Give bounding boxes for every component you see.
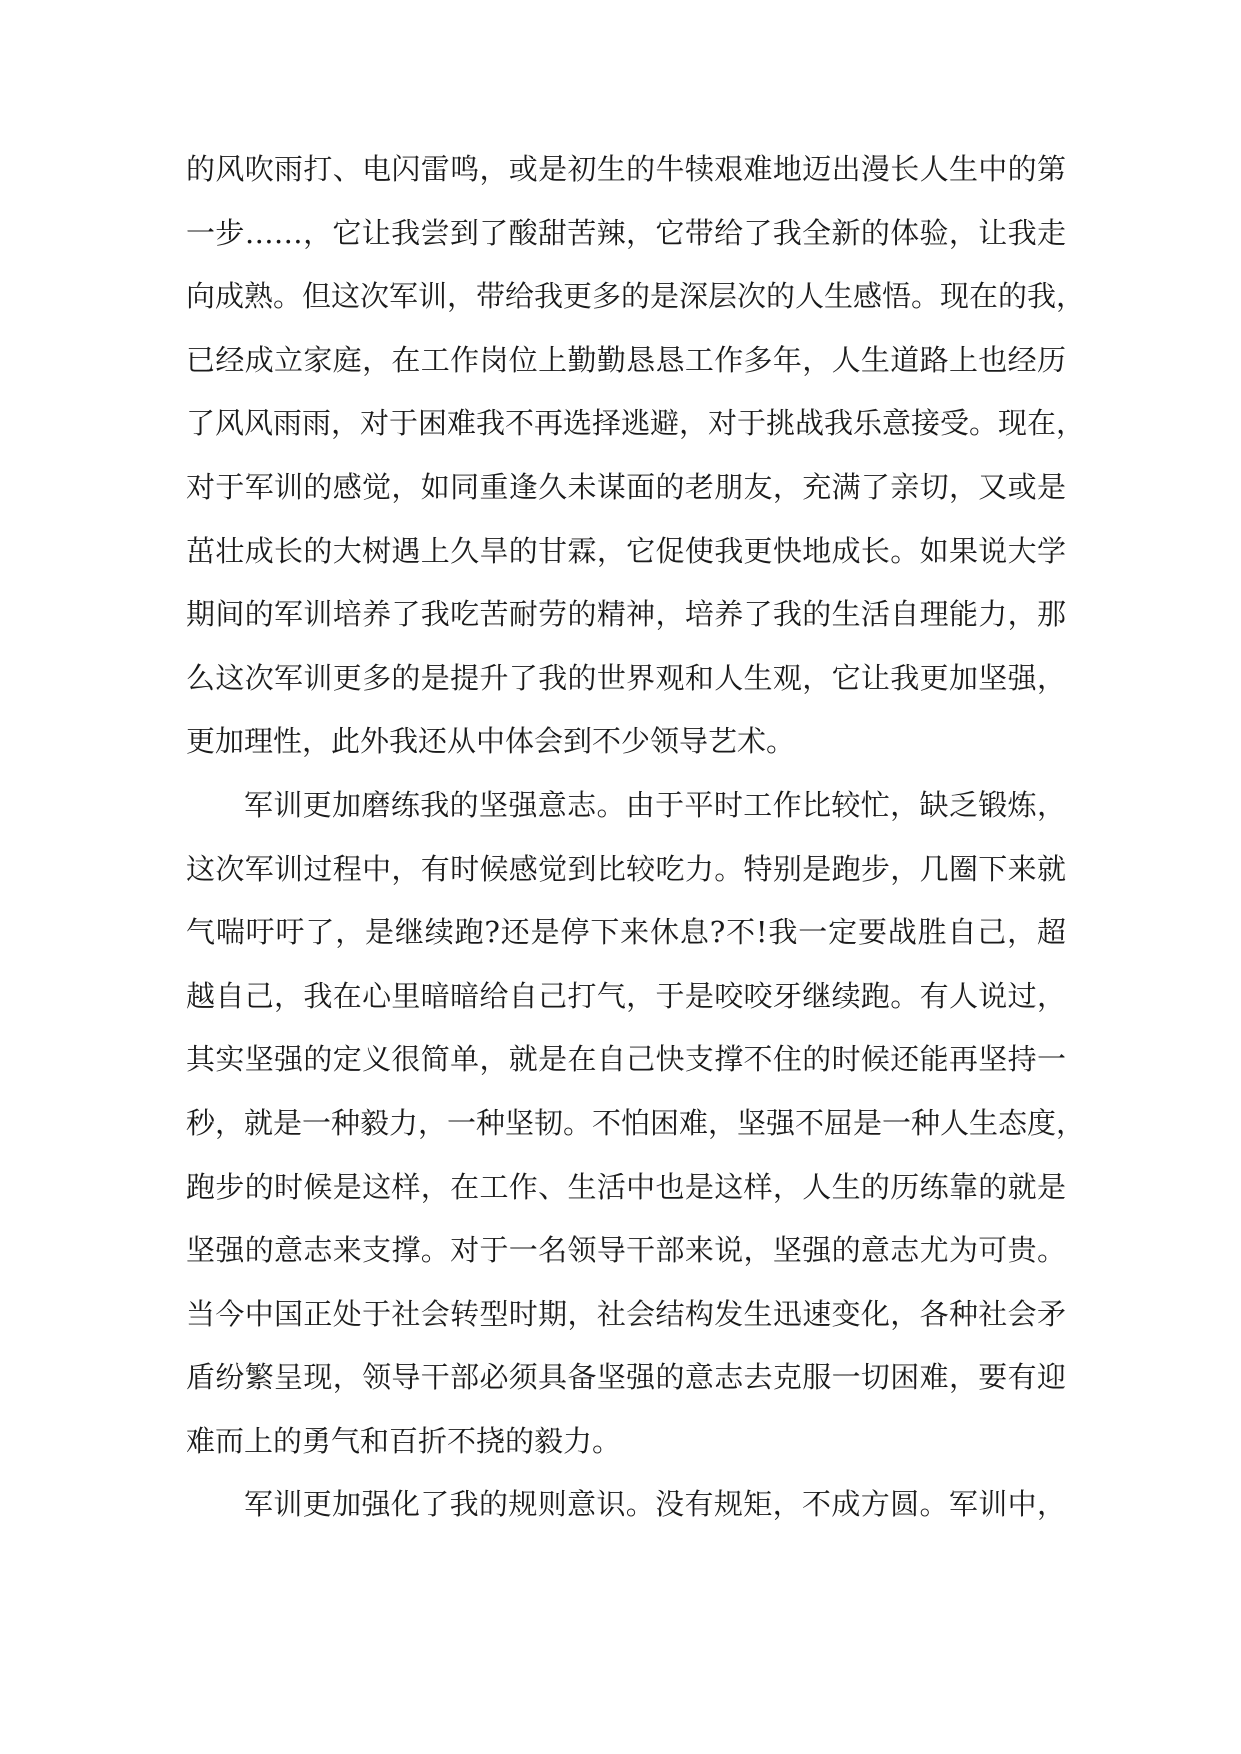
text-line: 跑步的时候是这样，在工作、生活中也是这样，人生的历练靠的就是 (186, 1169, 1066, 1204)
text-line: 气喘吁吁了，是继续跑?还是停下来休息?不!我一定要战胜自己，超 (186, 915, 1066, 950)
text-line: 已经成立家庭，在工作岗位上勤勤恳恳工作多年，人生道路上也经历 (186, 342, 1066, 377)
text-line: 对于军训的感觉，如同重逢久未谋面的老朋友，充满了亲切，又或是 (186, 469, 1066, 504)
paragraph-first-line: 军训更加磨练我的坚强意志。由于平时工作比较忙，缺乏锻炼， (244, 787, 1066, 822)
paragraph-end-line: 难而上的勇气和百折不挠的毅力。 (186, 1423, 622, 1458)
text-line: 越自己，我在心里暗暗给自己打气，于是咬咬牙继续跑。有人说过， (186, 978, 1066, 1013)
text-line: 当今中国正处于社会转型时期，社会结构发生迅速变化，各种社会矛 (186, 1296, 1066, 1331)
text-line: 向成熟。但这次军训，带给我更多的是深层次的人生感悟。现在的我， (186, 279, 1086, 314)
text-line: 期间的军训培养了我吃苦耐劳的精神，培养了我的生活自理能力，那 (186, 597, 1066, 632)
text-line: 茁壮成长的大树遇上久旱的甘霖，它促使我更快地成长。如果说大学 (186, 533, 1066, 568)
text-line: 秒，就是一种毅力，一种坚韧。不怕困难，坚强不屈是一种人生态度， (186, 1105, 1086, 1140)
document-body (186, 152, 1086, 1551)
text-line: 这次军训过程中，有时候感觉到比较吃力。特别是跑步，几圈下来就 (186, 851, 1066, 886)
text-line: 坚强的意志来支撑。对于一名领导干部来说，坚强的意志尤为可贵。 (186, 1233, 1066, 1268)
text-line: 其实坚强的定义很简单，就是在自己快支撑不住的时候还能再坚持一 (186, 1042, 1066, 1077)
paragraph-first-line: 军训更加强化了我的规则意识。没有规矩，不成方圆。军训中， (244, 1487, 1066, 1522)
text-line: 了风风雨雨，对于困难我不再选择逃避，对于挑战我乐意接受。现在， (186, 406, 1086, 441)
text-line: 盾纷繁呈现，领导干部必须具备坚强的意志去克服一切困难，要有迎 (186, 1360, 1066, 1395)
text-line: 一步……，它让我尝到了酸甜苦辣，它带给了我全新的体验，让我走 (186, 215, 1066, 250)
paragraph-end-line: 更加理性，此外我还从中体会到不少领导艺术。 (186, 724, 796, 759)
text-line: 的风吹雨打、电闪雷鸣，或是初生的牛犊艰难地迈出漫长人生中的第 (186, 152, 1066, 186)
text-line: 么这次军训更多的是提升了我的世界观和人生观，它让我更加坚强， (186, 660, 1066, 695)
